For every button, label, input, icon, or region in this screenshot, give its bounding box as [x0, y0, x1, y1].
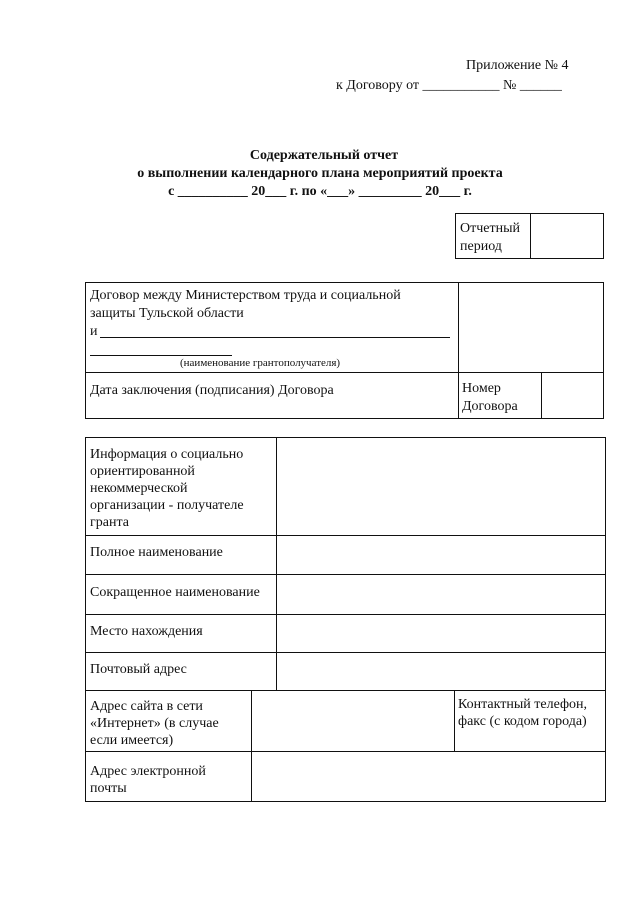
- contract-parties-and: и: [90, 324, 98, 339]
- org-row-divider: [86, 574, 605, 575]
- contract-date-label: Дата заключения (подписания) Договора: [90, 383, 334, 398]
- org-info-label-line1: Информация о социально: [90, 447, 244, 462]
- contract-row-divider: [86, 372, 603, 373]
- contract-parties-line2: защиты Тульской области: [90, 306, 244, 321]
- org-row-divider: [86, 535, 605, 536]
- org-row-divider: [86, 614, 605, 615]
- org-info-label-line5: гранта: [90, 515, 129, 530]
- email-label-line2: почты: [90, 781, 127, 796]
- contract-table: [85, 282, 604, 419]
- org-col-divider: [276, 438, 277, 690]
- org-row-divider: [86, 751, 605, 752]
- report-subtitle: о выполнении календарного плана мероприятий проекта: [137, 166, 503, 181]
- location-label: Место нахождения: [90, 624, 203, 639]
- contract-number-label-line1: Номер: [462, 381, 501, 396]
- contract-reference: к Договору от ___________ № ______: [336, 78, 562, 93]
- full-name-label: Полное наименование: [90, 545, 223, 560]
- report-period-line: с __________ 20___ г. по «___» _________ 20___ г.: [168, 184, 472, 199]
- short-name-label: Сокращенное наименование: [90, 585, 260, 600]
- period-label-line2: период: [460, 239, 502, 254]
- email-label-line1: Адрес электронной: [90, 764, 206, 779]
- org-info-label-line2: ориентированной: [90, 464, 195, 479]
- org-info-label-line4: организации - получателе: [90, 498, 244, 513]
- organization-table: [85, 437, 606, 802]
- grantee-name-line-1: [100, 337, 450, 338]
- contract-col-divider: [458, 283, 459, 418]
- contract-parties-line1: Договор между Министерством труда и социальной: [90, 288, 401, 303]
- number-col-divider: [541, 372, 542, 418]
- website-label-line3: если имеется): [90, 733, 174, 748]
- grantee-caption: (наименование грантополучателя): [180, 357, 341, 369]
- period-label-line1: Отчетный: [460, 221, 520, 236]
- org-info-label-line3: некоммерческой: [90, 481, 188, 496]
- website-label-line1: Адрес сайта в сети: [90, 699, 203, 714]
- org-row-divider: [86, 690, 605, 691]
- phone-label-line2: факс (с кодом города): [458, 714, 587, 729]
- phone-label-line1: Контактный телефон,: [458, 697, 588, 712]
- org-col-divider-lower: [251, 690, 252, 801]
- website-label-line2: «Интернет» (в случае: [90, 716, 219, 731]
- report-title: Содержательный отчет: [249, 148, 399, 163]
- postal-address-label: Почтовый адрес: [90, 662, 187, 677]
- contract-number-label-line2: Договора: [462, 399, 518, 414]
- period-divider: [530, 214, 531, 258]
- appendix-label: Приложение № 4: [466, 58, 569, 73]
- org-row-divider: [86, 652, 605, 653]
- phone-col-divider: [454, 690, 455, 751]
- period-table: [455, 213, 604, 259]
